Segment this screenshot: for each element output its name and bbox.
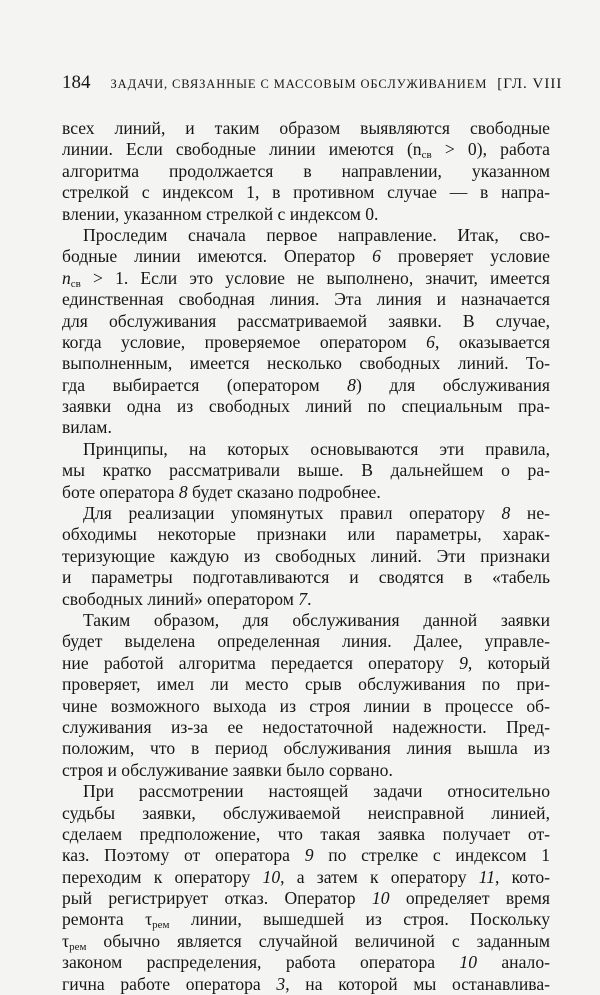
running-title: ЗАДАЧИ, СВЯЗАННЫЕ С МАССОВЫМ ОБСЛУЖИВАНИЕМ [110,77,488,91]
text-line: чине возможного выхода из строя линии в процессе об- [62,695,550,716]
text-line: рый регистрирует отказ. Оператор 10 определяет время [62,888,550,909]
text-line: положим, что в период обслуживания линия вышла из [62,738,550,759]
text-line: переходим к оператору 10, а затем к оператору 11, кото- [62,866,550,887]
text-line: всех линий, и таким образом выявляются свободные [62,118,550,138]
text-line: проверяет, имел ли место срыв обслуживания по при- [62,674,550,695]
text-line: служивания из-за ее недостаточной надежности. Пред- [62,716,550,737]
text-line: Для реализации упомянутых правил оператору 8 не- [83,503,550,524]
chapter-marker: [ГЛ. VIII [497,76,563,92]
text-line: заявки одна из свободных линий по специальным пра- [62,396,550,417]
text-line: теризующие каждую из свободных линий. Эти признаки [62,545,550,566]
body-text [62,118,550,995]
text-line: ние работой алгоритма передается оператору 9, который [62,652,550,673]
text-line: мы кратко рассматривали выше. В дальнейшем о ра- [62,460,550,481]
text-line: стрелкой с индексом 1, в противном случае — в напра- [62,182,550,203]
text-line: боте оператора 8 будет сказано подробнее. [62,481,381,502]
text-line: для обслуживания рассматриваемой заявки. В случае, [62,310,550,331]
text-line: сделаем предположение, что такая заявка получает от- [62,823,550,844]
text-line: $\tau_{рем}$ обычно является случайной величиной с заданным [62,930,550,953]
running-header [62,72,562,94]
text-line: гична работе оператора 3, на которой мы останавлива- [62,973,550,994]
text-line: бодные линии имеются. Оператор 6 проверяет условие [62,246,550,267]
text-line: законом распределения, работа оператора 10 анало- [62,952,550,973]
text-line: влении, указанном стрелкой с индексом 0. [62,203,379,224]
text-line: Принципы, на которых основываются эти правила, [83,438,550,459]
text-line: вилам. [62,417,112,438]
text-line: когда условие, проверяемое оператором 6, оказывается [62,331,551,352]
text-line: выполненным, имеется несколько свободных линий. То- [62,353,550,374]
text-line: $n_{св} > 1$. Если это условие не выполнено, значит, имеется [62,267,550,290]
text-line: Таким образом, для обслуживания данной заявки [83,609,550,630]
text-line: и параметры подготавливаются и сводятся в «табель [62,567,550,588]
text-line: каз. Поэтому от оператора 9 по стрелке с индексом 1 [62,845,551,866]
text-line: обходимы некоторые признаки или параметры, харак- [62,524,550,545]
text-line: алгоритма продолжается в направлении, указанном [62,160,550,181]
text-line: будет выделена определенная линия. Далее, управле- [62,631,550,652]
text-line: линии. Если свободные линии имеются $(n_{св} > 0)$, работа [62,139,550,162]
text-line: судьбы заявки, обслуживаемой неисправной линией, [62,802,550,823]
text-line: гда выбирается (оператором 8) для обслуживания [62,374,550,395]
text-line: ремонта $\tau_{рем}$ линии, вышедшей из строя. Поскольку [62,909,550,932]
text-line: свободных линий» оператором 7. [62,588,312,609]
text-line: единственная свободная линия. Эта линия и назначается [62,289,550,310]
text-line: Проследим сначала первое направление. Итак, сво- [83,224,550,245]
text-line: При рассмотрении настоящей задачи относительно [83,781,550,802]
text-line: строя и обслуживание заявки было сорвано. [62,759,393,780]
page-number: 184 [62,72,91,93]
